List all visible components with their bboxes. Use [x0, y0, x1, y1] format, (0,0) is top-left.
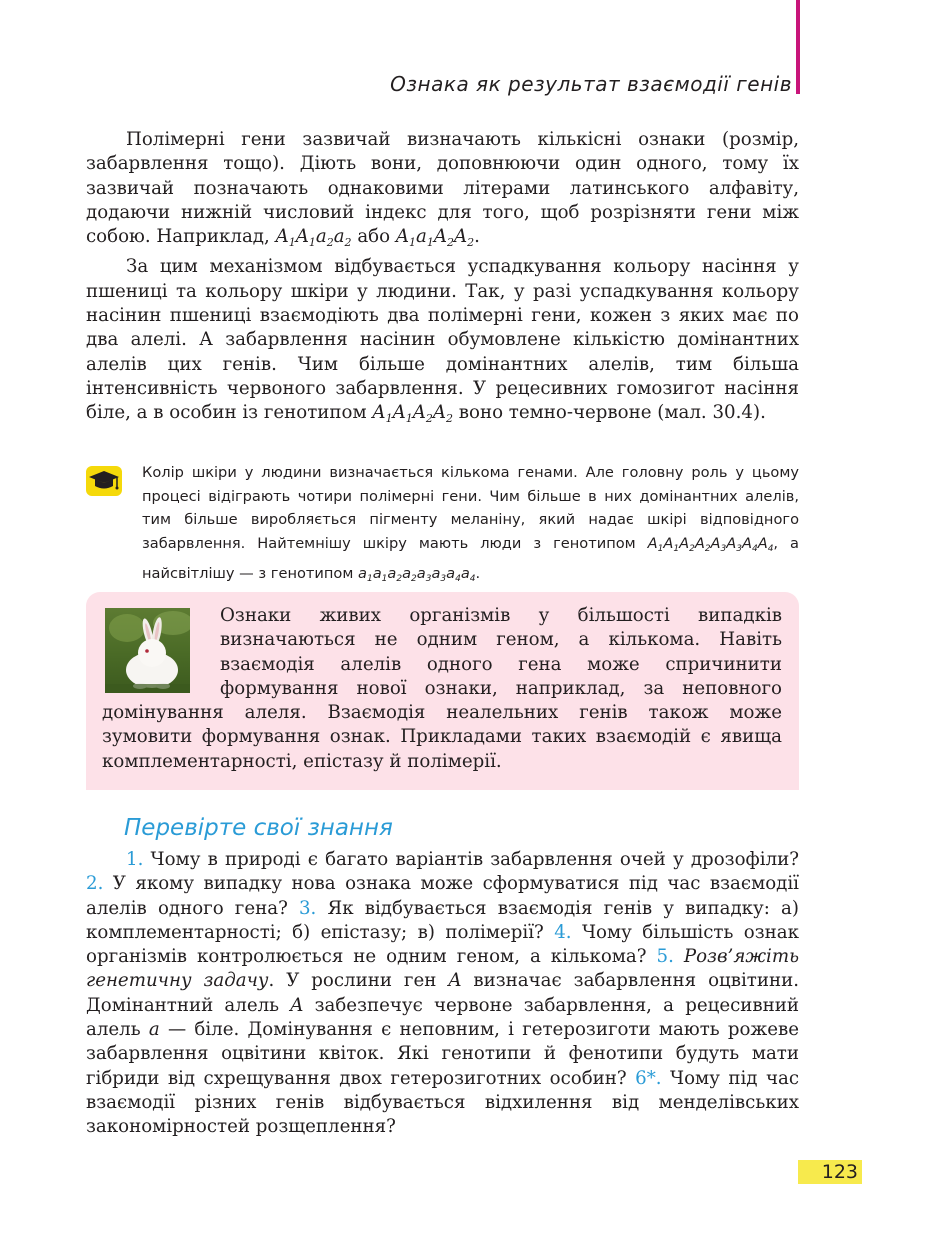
- graduation-cap-icon: [86, 466, 122, 496]
- question-text: Чому більшість ознак організмів контролюється не одним геном, а кількома?: [86, 921, 799, 968]
- paragraph-wheat-color: За цим механізмом відбувається успадкування кольору насіння у пшениці та кольору шкіри у людини. Так, у разі успадкування кольору насінин пшениці взаємодіють два полімерні гени, кожен з яких має по два алелі. А забарвлення насінин обумовлене кількістю домінантних алелів цих генів. Чим більше домінантних алелів, тим більша інтенсивність червоного забарвлення. У рецесивних гомозигот насіння біле, а в особин із генотипом $A_1A_1A_2A_2$ воно темно-червоне (мал. 30.4).: [86, 256, 799, 426]
- question-number: 5.: [656, 946, 674, 968]
- question-number: 1.: [126, 849, 144, 870]
- question-number: 4.: [554, 921, 572, 943]
- formula-lightest-skin: $a_1a_1a_2a_2a_3a_3a_4a_4$: [358, 564, 476, 584]
- question-number: 6*.: [635, 1067, 662, 1089]
- main-text: [86, 128, 799, 432]
- questions-block: 1. Чому в природі є багато варіантів забарвлення очей у дрозофіли? 2. У якому випадку нова ознака може сформуватися під час взаємодії алелів одного гена? 3. Як відбувається взаємодія генів у випадку: а) комплементарності; б) епістазу; в) полімерії? 4. Чому більшість ознак організмів контролюється не одним геном, а кількома? 5. Розв’яжіть генетичну задачу. У рослини ген A визначає забарвлення оцвітини. Домінантний алель A забезпечує червоне забарвлення, а рецесивний алель a — біле. Домінування є неповним, і гетерозиготи мають рожеве забарвлення оцвітини квіток. Які генотипи й фенотипи будуть мати гібриди від схрещування двох гетерозиготних особин? 6*. Чому під час взаємодії різних генів відбувається відхилення від менделівських закономірностей розщеплення?: [86, 849, 800, 1138]
- question-text: Чому в природі є багато варіантів забарвлення очей у дрозофіли?: [143, 849, 799, 870]
- question-task-label: Розв’яжіть генетичну задачу: [86, 946, 800, 992]
- question-number: 3.: [298, 897, 317, 919]
- formula-genotype-1: $A_1A_1a_2a_2$: [275, 226, 352, 250]
- formula-genotype-3: $A_1A_1A_2A_2$: [372, 402, 453, 426]
- formula-genotype-2: $A_1a_1A_2A_2$: [395, 226, 475, 250]
- formula-darkest-skin: $A_1A_1A_2A_2A_3A_3A_4A_4$: [647, 535, 774, 555]
- question-number: 2.: [86, 873, 104, 895]
- question-text: Як відбувається взаємодія генів у випадку: а) комплементарності; б) епістазу; в) полімерії?: [86, 897, 799, 943]
- question-text: У якому випадку нова ознака може сформуватися під час взаємодії алелів одного гена?: [86, 873, 799, 919]
- question-text: Чому під час взаємодії різних генів відбувається відхилення від менделівських закономірностей розщеплення?: [86, 1067, 799, 1138]
- summary-text: Ознаки живих організмів у більшості випадків визначаються не одним геном, а кількома. Навіть взаємодія алелів одного гена може спричинити формування нової ознаки, наприклад, за неповного домінування алеля. Взаємодія неалельних генів також може зумовити формування ознак. Прикладами таких взаємодій є явища комплементарності, епістазу й полімерії.: [102, 605, 782, 772]
- header-accent-bar: [796, 0, 800, 94]
- page-number: 123: [798, 1160, 862, 1184]
- chapter-header-title: Ознака як результат взаємодії генів: [390, 72, 792, 96]
- paragraph-polymer-genes: Полімерні гени зазвичай визначають кількісні ознаки (розмір, забарвлення тощо). Діють вони, доповнюючи один одного, тому їх зазвичай позначають однаковими літерами латинського алфавіту, додаючи нижній числовий індекс для того, щоб розрізняти гени між собою. Наприклад, $A_1A_1a_2a_2$ або $A_1a_1A_2A_2$.: [86, 129, 799, 250]
- skin-color-fact: Колір шкіри у людини визначається кількома генами. Але головну роль у цьому процесі відіграють чотири полімерні гени. Чим більше в них домінантних алелів, тим більше виробляється пігменту меланіну, який надає шкірі відповідного забарвлення. Найтемнішу шкіру мають люди з генотипом $A_1A_1A_2A_2A_3A_3A_4A_4$, а найсвітлішу — з генотипом $a_1a_1a_2a_2a_3a_3a_4a_4$.: [142, 464, 799, 584]
- check-knowledge-heading: Перевірте свої знання: [124, 815, 393, 841]
